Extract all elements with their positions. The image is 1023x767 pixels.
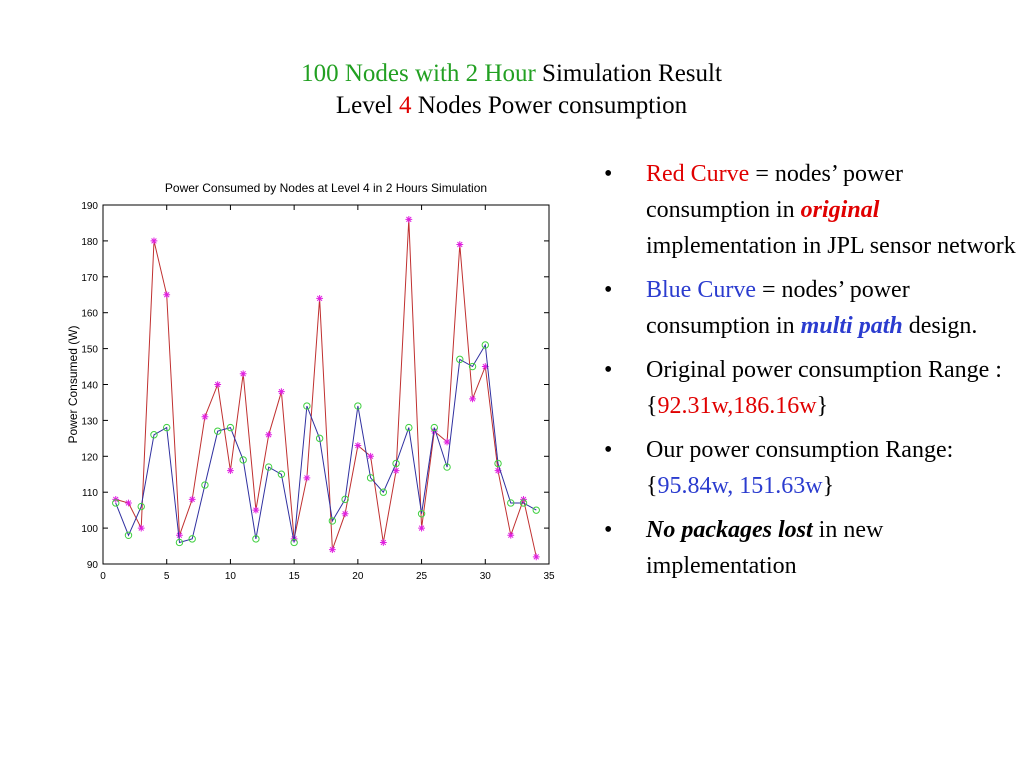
title-level-number: 4 <box>399 92 412 119</box>
bullet-no-packages-lost <box>604 512 1016 584</box>
slide-title <box>0 58 1023 122</box>
y-tick-label: 110 <box>82 488 98 500</box>
bullet-dot: • <box>604 357 613 383</box>
bullet-dot: • <box>604 437 613 463</box>
data-point-0 <box>405 216 412 223</box>
y-tick-label: 100 <box>81 524 98 536</box>
y-tick-label: 90 <box>86 560 98 571</box>
data-point-0 <box>533 553 540 560</box>
data-point-0 <box>240 370 247 377</box>
y-tick-label: 170 <box>81 272 98 284</box>
bullet-text: } <box>822 473 835 499</box>
x-tick-label: 0 <box>100 571 106 582</box>
data-point-0 <box>354 442 361 449</box>
bullet-text: in new implementation <box>646 517 884 579</box>
x-tick-label: 35 <box>543 571 555 582</box>
series-line-0 <box>116 219 537 556</box>
bullet-list <box>604 156 1016 592</box>
title-line1-rest: Simulation Result <box>542 60 722 87</box>
data-point-0 <box>278 388 285 395</box>
data-point-0 <box>380 539 387 546</box>
y-tick-label: 160 <box>81 308 98 320</box>
data-point-0 <box>138 525 145 532</box>
chart-figure <box>0 170 570 590</box>
data-point-0 <box>456 241 463 248</box>
data-point-0 <box>329 546 336 553</box>
data-point-0 <box>189 496 196 503</box>
bullet-blue-curve <box>604 272 1016 344</box>
bullet-our-range <box>604 432 1016 504</box>
y-tick-label: 120 <box>81 452 98 464</box>
y-tick-label: 180 <box>81 236 98 248</box>
bullet-red-curve <box>604 156 1016 264</box>
bullet-text: implementation in JPL sensor network <box>646 233 1016 259</box>
y-tick-label: 130 <box>81 416 98 428</box>
data-point-0 <box>214 381 221 388</box>
y-tick-label: 150 <box>81 344 98 356</box>
data-point-0 <box>367 453 374 460</box>
our-range-value: 95.84w, 151.63w <box>657 473 823 499</box>
bullet-dot: • <box>604 161 613 187</box>
data-point-0 <box>265 431 272 438</box>
x-tick-label: 5 <box>163 571 170 582</box>
emphasis-original: original <box>800 197 880 223</box>
data-point-0 <box>418 525 425 532</box>
blue-curve-label: Blue Curve <box>646 277 756 303</box>
data-point-0 <box>151 238 158 245</box>
bullet-text: Original power consumption Range :{ <box>646 357 1002 419</box>
emphasis-no-packages-lost: No packages lost <box>646 517 813 543</box>
data-point-0 <box>342 510 349 517</box>
power-chart <box>0 170 570 590</box>
chart-title: Power Consumed by Nodes at Level 4 in 2 Hours Simulation <box>164 181 488 195</box>
data-point-0 <box>163 291 170 298</box>
x-tick-label: 20 <box>352 571 364 582</box>
emphasis-multi-path: multi path <box>800 313 903 339</box>
data-point-0 <box>253 507 260 514</box>
y-tick-label: 190 <box>81 201 98 212</box>
data-point-0 <box>507 532 514 539</box>
plot-frame <box>103 205 549 564</box>
y-axis-label: Power Consumed (W) <box>66 325 80 444</box>
x-tick-label: 30 <box>479 571 491 582</box>
data-point-0 <box>303 474 310 481</box>
slide-title-line1 <box>0 58 1023 90</box>
bullet-dot: • <box>604 277 613 303</box>
data-point-0 <box>316 295 323 302</box>
bullet-original-range <box>604 352 1016 424</box>
x-tick-label: 25 <box>416 571 428 582</box>
bullet-text: } <box>816 393 829 419</box>
data-point-0 <box>227 467 234 474</box>
red-curve-label: Red Curve <box>646 161 750 187</box>
original-range-value: 92.31w,186.16w <box>657 393 817 419</box>
x-tick-label: 10 <box>224 571 236 582</box>
title-line2-pre: Level <box>335 92 393 119</box>
title-line2-post: Nodes Power consumption <box>417 92 688 119</box>
x-tick-label: 15 <box>288 571 300 582</box>
data-point-0 <box>469 395 476 402</box>
data-point-0 <box>125 500 132 507</box>
bullet-dot: • <box>604 517 613 543</box>
data-point-0 <box>202 413 209 420</box>
bullet-text: Our power consumption Range:{ <box>646 437 954 499</box>
bullet-text: = nodes’ power consumption in <box>646 161 904 223</box>
slide-title-line2 <box>0 90 1023 122</box>
y-tick-label: 140 <box>81 380 98 392</box>
bullet-text: = nodes’ power consumption in <box>646 277 910 339</box>
title-highlight-green: 100 Nodes with 2 Hour <box>301 60 536 87</box>
bullet-text: design. <box>902 313 978 339</box>
